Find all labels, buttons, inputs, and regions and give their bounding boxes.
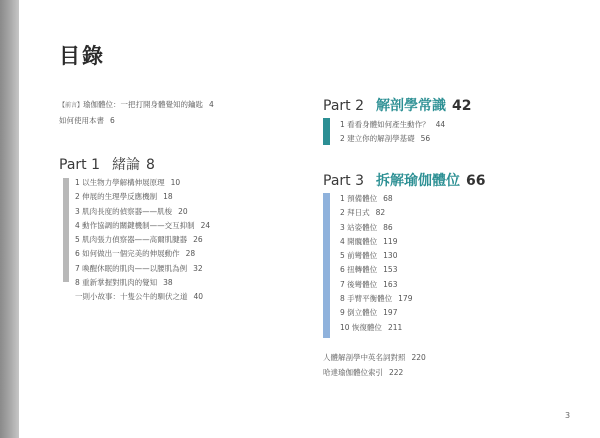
item-label: 8 重新掌握對肌肉的覺知 <box>75 278 158 288</box>
list-item[interactable] <box>75 233 210 247</box>
item-page: 10 <box>170 178 181 187</box>
list-item[interactable] <box>340 278 412 292</box>
list-item[interactable] <box>75 262 210 276</box>
preface-section <box>59 97 214 128</box>
list-item[interactable] <box>340 263 412 277</box>
item-page: 20 <box>178 206 188 216</box>
list-item[interactable] <box>75 219 210 233</box>
item-page: 220 <box>411 353 426 362</box>
item-page: 211 <box>387 322 403 332</box>
list-item[interactable] <box>340 292 412 306</box>
how-to-use-entry[interactable] <box>59 113 214 128</box>
list-item[interactable] <box>340 192 412 206</box>
item-label: 1 預備體位 <box>340 194 378 203</box>
appendix-section <box>323 350 426 380</box>
part1-list <box>75 176 210 305</box>
part1-page: 8 <box>146 157 155 173</box>
item-page: 68 <box>383 194 393 203</box>
part2-bar <box>323 118 330 145</box>
list-item[interactable] <box>75 176 210 190</box>
item-label: 10 恢復體位 <box>340 322 382 332</box>
list-item[interactable] <box>75 247 210 261</box>
list-item[interactable] <box>340 206 412 220</box>
item-page: 130 <box>383 251 398 261</box>
item-label: 人體解剖學中英名詞對照 <box>323 353 406 362</box>
item-label: 6 如何做出一個完美的伸展動作 <box>75 249 180 259</box>
item-label: 4 動作協調的關鍵機制——交互抑制 <box>75 220 195 230</box>
item-page: 86 <box>383 222 393 232</box>
item-label: 哈達瑜伽體位索引 <box>323 368 383 377</box>
item-label: 2 建立你的解剖學基礎 <box>340 134 415 144</box>
list-item[interactable] <box>75 290 210 304</box>
list-item[interactable] <box>340 132 445 146</box>
item-label: 9 倒立體位 <box>340 308 378 318</box>
part2-page: 42 <box>452 98 472 114</box>
item-label: 5 肌肉張力偵察器——高爾肌腱器 <box>75 235 188 245</box>
list-item[interactable] <box>340 321 412 335</box>
preface-page: 4 <box>209 100 214 109</box>
item-label: 1 看看身體如何產生動作？ <box>340 120 430 129</box>
item-page: 222 <box>389 368 404 377</box>
pose-index-entry[interactable] <box>323 365 426 380</box>
list-item[interactable] <box>340 249 412 263</box>
item-page: 197 <box>383 308 398 318</box>
list-item[interactable] <box>340 221 412 235</box>
item-page: 56 <box>420 134 431 144</box>
item-page: 38 <box>163 278 173 288</box>
part3-heading[interactable] <box>323 170 485 190</box>
list-item[interactable] <box>340 306 412 320</box>
item-page: 28 <box>185 249 196 259</box>
part2-list <box>340 118 445 147</box>
list-item[interactable] <box>340 235 412 249</box>
item-label: 一則小故事：十隻公牛的馴伏之道 <box>75 292 188 302</box>
item-page: 179 <box>398 294 413 304</box>
list-item[interactable] <box>75 276 210 290</box>
item-page: 40 <box>193 292 204 302</box>
item-page: 119 <box>383 236 398 246</box>
preface-tag: 【前言】 <box>59 102 84 109</box>
part3-number: Part 3 <box>323 173 364 189</box>
part1-title: 緒論 <box>112 157 140 173</box>
how-to-use-label: 如何使用本書 <box>59 116 104 125</box>
item-label: 3 站姿體位 <box>340 222 378 232</box>
part2-heading[interactable] <box>323 95 471 115</box>
part3-page: 66 <box>466 173 486 189</box>
item-label: 7 喚醒休眠的肌肉——以腰肌為例 <box>75 263 188 273</box>
book-spine-edge <box>0 0 19 438</box>
part2-title: 解剖學常識 <box>376 98 446 114</box>
part3-title: 拆解瑜伽體位 <box>376 173 460 189</box>
list-item[interactable] <box>75 190 210 204</box>
preface-entry[interactable] <box>59 97 214 113</box>
preface-label: 瑜伽體位：一把打開身體覺知的鑰匙 <box>83 100 204 109</box>
item-label: 5 前彎體位 <box>340 251 378 261</box>
item-page: 82 <box>375 208 386 218</box>
item-page: 32 <box>193 263 203 273</box>
how-to-use-page: 6 <box>110 116 115 125</box>
part1-number: Part 1 <box>59 157 100 173</box>
item-label: 1 以生物力學解構伸展原理 <box>75 178 165 187</box>
part3-bar <box>323 193 330 338</box>
part2-number: Part 2 <box>323 98 364 114</box>
glossary-entry[interactable] <box>323 350 426 365</box>
page-title: 目錄 <box>59 43 105 68</box>
item-page: 18 <box>163 192 173 202</box>
item-label: 2 拜日式 <box>340 208 370 218</box>
part1-heading[interactable] <box>59 154 155 174</box>
item-page: 153 <box>383 265 398 275</box>
item-page: 163 <box>383 279 398 289</box>
item-label: 2 伸展的生理學反應機制 <box>75 192 158 202</box>
item-label: 4 開髖體位 <box>340 236 378 246</box>
item-label: 8 手臂平衡體位 <box>340 294 393 304</box>
part3-list <box>340 192 412 335</box>
part1-bar <box>63 178 69 282</box>
list-item[interactable] <box>340 118 445 132</box>
item-label: 3 肌肉長度的偵察器——肌梭 <box>75 206 173 216</box>
item-page: 44 <box>435 120 446 129</box>
item-page: 24 <box>200 220 211 230</box>
item-label: 6 扭轉體位 <box>340 265 378 275</box>
list-item[interactable] <box>75 205 210 219</box>
page-number: 3 <box>565 411 571 420</box>
item-label: 7 後彎體位 <box>340 279 378 289</box>
item-page: 26 <box>193 235 203 245</box>
